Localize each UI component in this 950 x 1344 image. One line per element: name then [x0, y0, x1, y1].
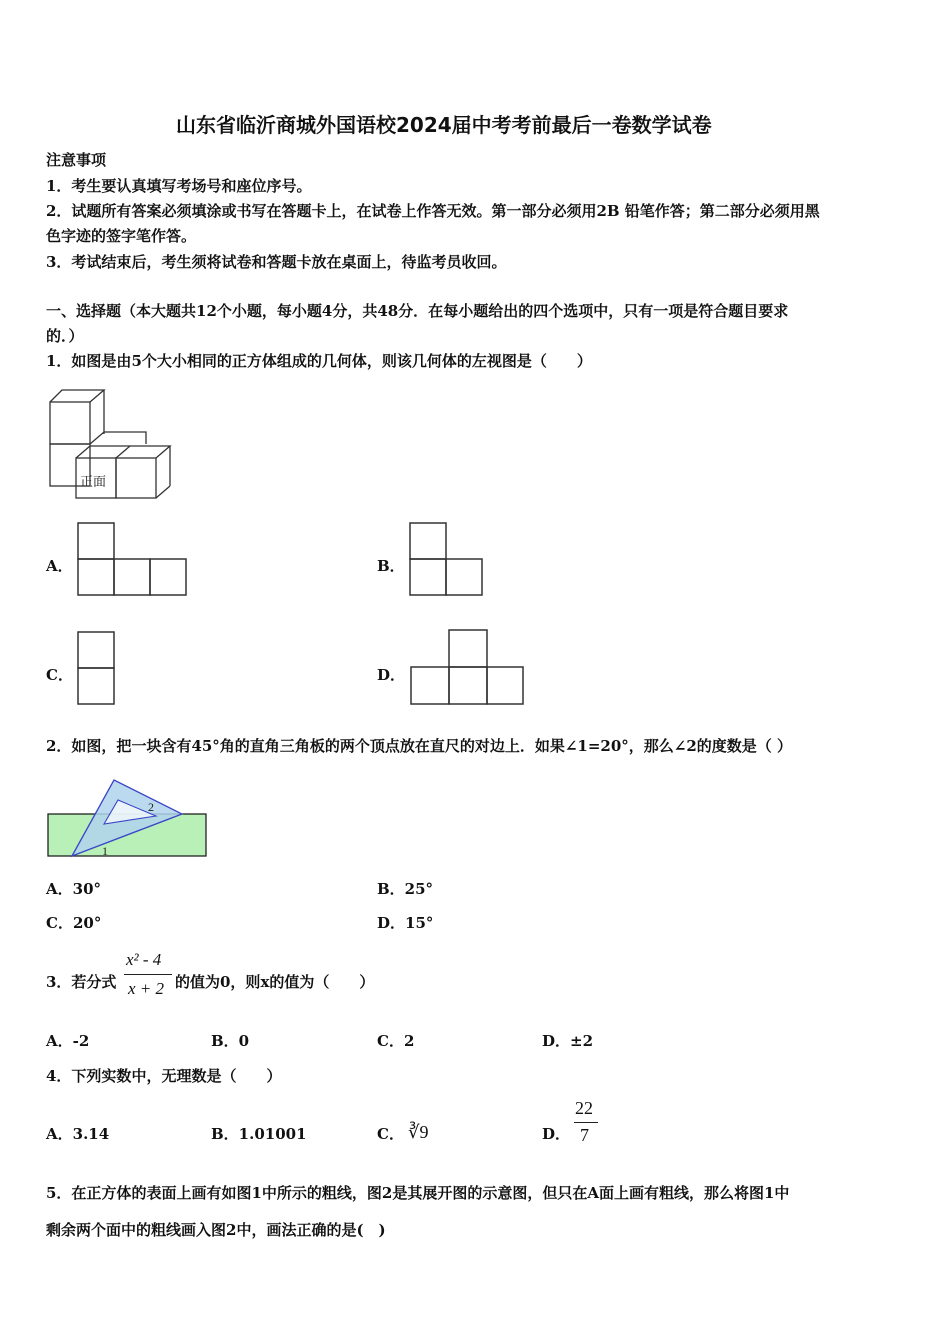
section-heading-line2: 的．）: [46, 327, 84, 345]
q1-option-c-label: C．: [46, 666, 73, 684]
section-heading-line1: 一、选择题（本大题共12个小题，每小题4分，共48分．在每小题给出的四个选项中，只有一项是符合题目要求: [46, 302, 789, 320]
angle-1-label: 1: [102, 844, 108, 858]
notice-item-3: 3．考试结束后，考生须将试卷和答题卡放在桌面上，待监考员收回。: [46, 253, 507, 271]
q3-option-a: A．-2: [46, 1032, 90, 1050]
q2-ruler-triangle-figure: [46, 776, 210, 860]
q4-option-c-label: C．: [377, 1125, 404, 1143]
q3-stem-after: 的值为0，则x的值为（ ）: [175, 973, 375, 991]
q1-option-b-figure: [408, 521, 484, 597]
q1-cube-figure: [46, 388, 176, 500]
q2-option-d: D．15°: [377, 914, 434, 932]
q3-option-c: C．2: [377, 1032, 415, 1050]
q5-stem-line1: 5．在正方体的表面上画有如图1中所示的粗线，图2是其展开图的示意图，但只在A面上画有粗线，那么将图1中: [46, 1184, 790, 1202]
q1-option-a-figure: [76, 521, 188, 597]
q2-option-a: A．30°: [46, 880, 102, 898]
angle-2-label: 2: [148, 800, 154, 814]
q4-option-d-fraction-bar: [574, 1122, 598, 1123]
q3-fraction: [122, 950, 174, 1002]
q1-option-c-figure: [76, 630, 116, 706]
q1-option-d-label: D．: [377, 666, 406, 684]
q3-option-d: D．±2: [542, 1032, 594, 1050]
q4-stem: 4．下列实数中，无理数是（ ）: [46, 1067, 282, 1085]
notice-item-2: 2．试题所有答案必须填涂或书写在答题卡上，在试卷上作答无效。第一部分必须用2B 铅笔作答；第二部分必须用黑: [46, 202, 820, 220]
q3-option-b: B．0: [211, 1032, 250, 1050]
q4-option-b: B．1.01001: [211, 1125, 307, 1143]
q4-option-a: A．3.14: [46, 1125, 110, 1143]
notice-heading: 注意事项: [46, 151, 107, 169]
q1-option-d-figure: [409, 628, 525, 706]
q5-stem-line2: 剩余两个面中的粗线画入图2中，画法正确的是( ): [46, 1221, 386, 1239]
notice-item-1: 1．考生要认真填写考场号和座位序号。: [46, 177, 312, 195]
q4-option-d-fraction: [572, 1098, 602, 1148]
q2-option-b: B．25°: [377, 880, 434, 898]
q1-front-label: 正面: [80, 475, 107, 490]
q1-option-a-label: A．: [46, 557, 73, 575]
q2-option-c: C．20°: [46, 914, 102, 932]
q3-denominator: x + 2: [128, 979, 165, 998]
page-title: 山东省临沂商城外国语校2024届中考考前最后一卷数学试卷: [176, 113, 712, 137]
q3-stem-before: 3．若分式: [46, 973, 117, 991]
q1-option-b-label: B．: [377, 557, 405, 575]
q4-option-d-label: D．: [542, 1125, 571, 1143]
notice-item-2-cont: 色字迹的签字笔作答。: [46, 227, 197, 245]
q3-numerator: x² - 4: [126, 950, 162, 969]
q2-stem: 2．如图，把一块含有45°角的直角三角板的两个顶点放在直尺的对边上．如果∠1=20°，那么∠2的度数是（ ）: [46, 737, 792, 755]
q4-option-d-denominator: 7: [580, 1125, 589, 1145]
q4-option-d-numerator: 22: [575, 1098, 593, 1118]
q3-fraction-bar: [124, 974, 172, 975]
q4-option-c-cube-root: ∛9: [408, 1122, 429, 1142]
q1-stem: 1．如图是由5个大小相同的正方体组成的几何体，则该几何体的左视图是（ ）: [46, 352, 592, 370]
